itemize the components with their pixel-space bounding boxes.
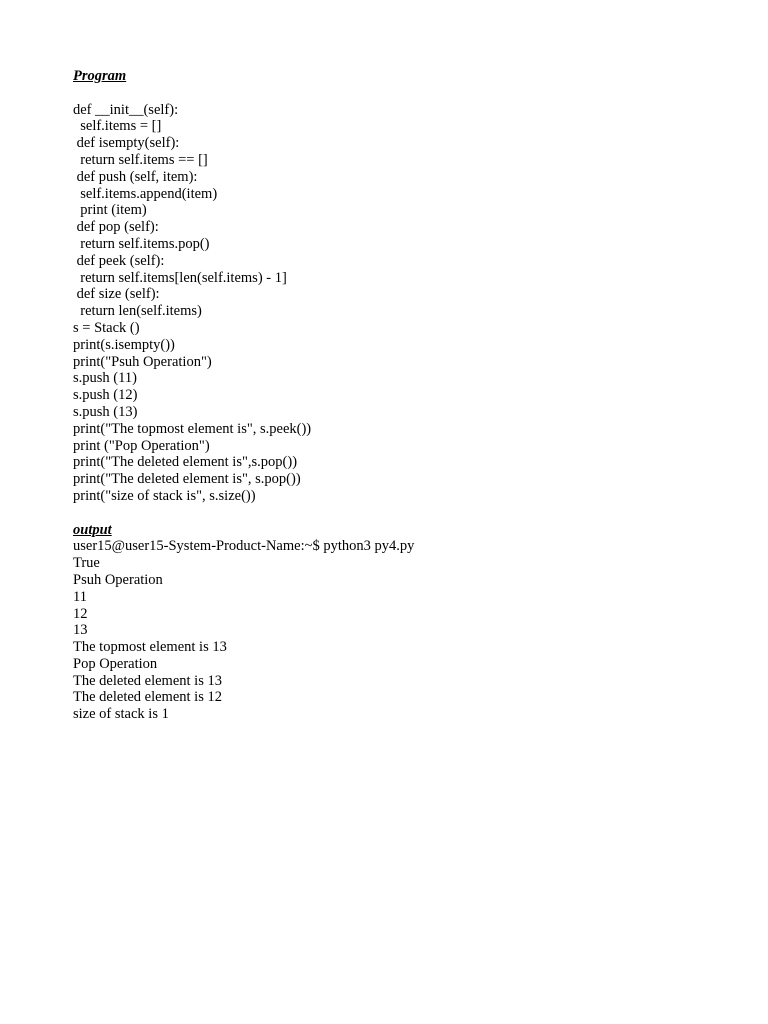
spacer — [73, 505, 733, 522]
code-line: print("The deleted element is",s.pop()) — [73, 454, 298, 471]
program-heading: Program — [73, 68, 127, 84]
code-line: print(s.isempty()) — [73, 336, 175, 353]
code-line: def __init__(self): — [73, 101, 179, 118]
code-line: def push (self, item): — [73, 168, 198, 185]
code-line: print("size of stack is", s.size()) — [73, 487, 256, 504]
output-line: user15@user15-System-Product-Name:~$ python3 py4.py — [73, 538, 415, 555]
code-line: s.push (13) — [73, 403, 138, 420]
code-line: return self.items[len(self.items) - 1] — [73, 269, 287, 286]
code-line: return len(self.items) — [73, 303, 202, 320]
output-line: size of stack is 1 — [73, 706, 169, 723]
output-line: The deleted element is 13 — [73, 672, 222, 689]
code-line: s.push (11) — [73, 370, 137, 387]
code-line: print("Psuh Operation") — [73, 353, 212, 370]
code-line: print("The topmost element is", s.peek()) — [73, 420, 312, 437]
output-line: Pop Operation — [73, 655, 158, 672]
code-line: self.items.append(item) — [73, 185, 218, 202]
output-heading: output — [73, 521, 112, 538]
code-line: def isempty(self): — [73, 135, 180, 152]
output-line: The deleted element is 12 — [73, 689, 222, 706]
program-code — [73, 102, 733, 505]
code-line: def peek (self): — [73, 252, 165, 269]
code-line: def size (self): — [73, 286, 160, 303]
output-line: 12 — [73, 605, 88, 622]
code-line: print ("Pop Operation") — [73, 437, 210, 454]
document-page — [73, 68, 733, 723]
code-line: print("The deleted element is", s.pop()) — [73, 471, 301, 488]
code-line: return self.items.pop() — [73, 235, 210, 252]
code-line: def pop (self): — [73, 219, 159, 236]
output-line: Psuh Operation — [73, 571, 163, 588]
output-line: The topmost element is 13 — [73, 639, 227, 656]
output-line: 11 — [73, 588, 87, 605]
code-line: return self.items == [] — [73, 151, 208, 168]
output-line: True — [73, 555, 100, 572]
code-line: s = Stack () — [73, 319, 140, 336]
code-line: self.items = [] — [73, 118, 162, 135]
spacer — [73, 85, 733, 102]
program-output — [73, 538, 733, 723]
code-line: s.push (12) — [73, 387, 138, 404]
output-line: 13 — [73, 622, 88, 639]
code-line: print (item) — [73, 202, 147, 219]
